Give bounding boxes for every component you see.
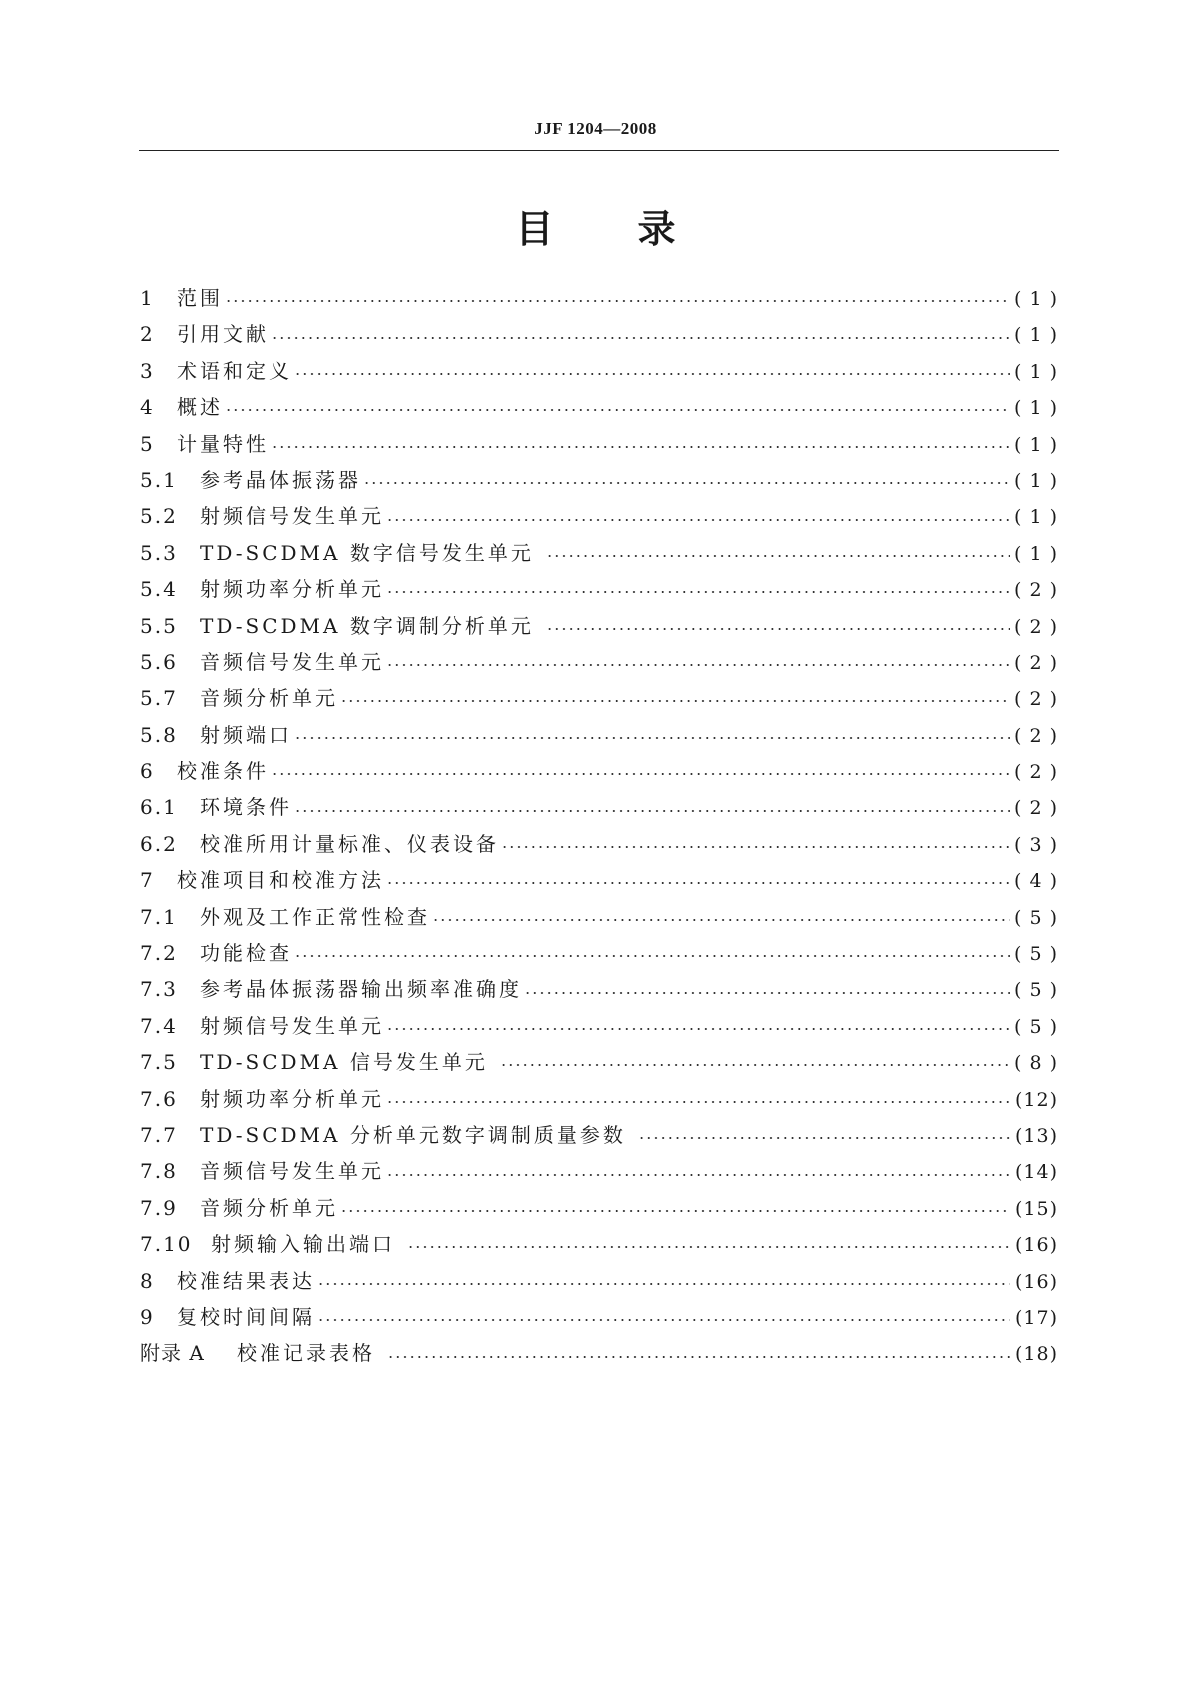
- toc-entry-number: 7.5: [140, 1050, 178, 1075]
- toc-entry[interactable]: [140, 1263, 1058, 1299]
- toc-dot-leader: [294, 737, 1010, 739]
- toc-entry-title: 概述: [177, 395, 223, 420]
- toc-entry[interactable]: [140, 353, 1058, 389]
- toc-entry-page: ( 8 ): [1014, 1052, 1058, 1075]
- toc-entry-page: (14): [1014, 1161, 1058, 1184]
- toc-entry-page: ( 5 ): [1014, 979, 1058, 1002]
- toc-entry[interactable]: [140, 644, 1058, 680]
- toc-entry-title: 功能检查: [200, 941, 292, 966]
- toc-entry-number: 9: [140, 1304, 155, 1329]
- toc-entry-number: 1: [140, 286, 155, 310]
- toc-entry-number: 5.8: [140, 722, 178, 747]
- toc-entry[interactable]: [140, 1117, 1058, 1153]
- toc-entry-page: ( 2 ): [1014, 761, 1058, 784]
- toc-entry[interactable]: [140, 1081, 1058, 1117]
- toc-entry-title: 校准所用计量标准、仪表设备: [200, 831, 499, 856]
- toc-entry[interactable]: [140, 316, 1058, 352]
- toc-entry-number: 5.7: [140, 686, 178, 711]
- toc-entry-page: ( 1 ): [1014, 288, 1058, 310]
- toc-entry[interactable]: [140, 426, 1058, 462]
- document-code: JJF 1204—2008: [534, 119, 657, 138]
- toc-entry-page: ( 4 ): [1014, 870, 1058, 893]
- toc-title-right: 录: [637, 207, 676, 251]
- toc-entry-page: ( 2 ): [1014, 615, 1058, 638]
- header-divider: [139, 150, 1059, 151]
- toc-entry-number: 4: [140, 395, 155, 420]
- toc-dot-leader: [387, 1356, 1010, 1358]
- toc-dot-leader: [386, 882, 1010, 884]
- toc-entry-title: 引用文献: [177, 322, 269, 347]
- toc-entry-page: ( 2 ): [1014, 797, 1058, 820]
- toc-entry-page: (17): [1014, 1306, 1058, 1329]
- toc-entry-title: 计量特性: [177, 431, 269, 456]
- toc-entry-page: ( 5 ): [1014, 1015, 1058, 1038]
- toc-dot-leader: [271, 337, 1010, 339]
- toc-entry-number: 6: [140, 759, 155, 784]
- toc-entry-number: 5.4: [140, 577, 178, 602]
- toc-entry-title: 范围: [177, 286, 223, 310]
- toc-entry-page: ( 1 ): [1014, 433, 1058, 456]
- toc-entry[interactable]: [140, 1008, 1058, 1044]
- toc-dot-leader: [225, 300, 1010, 302]
- toc-entry-number: 5.1: [140, 467, 178, 492]
- toc-dot-leader: [317, 1319, 1010, 1321]
- toc-entry-number: 7: [140, 868, 155, 893]
- toc-entry-number: 5.3: [140, 540, 178, 565]
- toc-entry-title: 参考晶体振荡器输出频率准确度: [200, 977, 522, 1002]
- toc-dot-leader: [432, 919, 1010, 921]
- toc-entry-title: TD-SCDMA 数字调制分析单元: [200, 613, 534, 638]
- toc-entry-page: (16): [1014, 1270, 1058, 1293]
- toc-entry-page: ( 1 ): [1014, 397, 1058, 420]
- toc-entry-number: 5.5: [140, 613, 178, 638]
- toc-dot-leader: [386, 519, 1010, 521]
- toc-entry-page: (13): [1014, 1124, 1058, 1147]
- toc-entry-page: ( 2 ): [1014, 651, 1058, 674]
- toc-dot-leader: [546, 555, 1010, 557]
- toc-dot-leader: [386, 1101, 1010, 1103]
- toc-entry-number: 8: [140, 1268, 155, 1293]
- toc-entry-title: 校准结果表达: [177, 1268, 315, 1293]
- toc-dot-leader: [294, 373, 1010, 375]
- toc-entry-title: 音频分析单元: [200, 686, 338, 711]
- toc-entry[interactable]: [140, 1153, 1058, 1189]
- toc-dot-leader: [271, 773, 1010, 775]
- toc-entry[interactable]: [140, 1335, 1058, 1371]
- toc-entry-page: ( 5 ): [1014, 906, 1058, 929]
- toc-entry[interactable]: [140, 1226, 1058, 1262]
- toc-entry-title: 射频信号发生单元: [200, 504, 384, 529]
- toc-dot-leader: [546, 628, 1010, 630]
- toc-entry-number: 5.2: [140, 504, 178, 529]
- toc-entry-title: 射频功率分析单元: [200, 577, 384, 602]
- toc-entry[interactable]: [140, 462, 1058, 498]
- toc-entry-title: 音频信号发生单元: [200, 1159, 384, 1184]
- toc-entry-number: 3: [140, 358, 155, 383]
- toc-entry-title: 校准条件: [177, 759, 269, 784]
- toc-entry-number: 5.6: [140, 649, 178, 674]
- toc-entry-number: 6.1: [140, 795, 178, 820]
- toc-entry-title: 射频功率分析单元: [200, 1086, 384, 1111]
- toc-entry[interactable]: [140, 389, 1058, 425]
- toc-entry-title: 射频端口: [200, 722, 292, 747]
- toc-entry-title: 环境条件: [200, 795, 292, 820]
- toc-entry-title: 射频输入输出端口: [211, 1232, 395, 1257]
- toc-entry-title: 音频分析单元: [200, 1195, 338, 1220]
- toc-entry[interactable]: [140, 717, 1058, 753]
- toc-entry[interactable]: [140, 789, 1058, 825]
- toc-entry-page: ( 1 ): [1014, 360, 1058, 383]
- toc-entry[interactable]: [140, 280, 1058, 316]
- toc-dot-leader: [386, 664, 1010, 666]
- toc-entry-page: ( 2 ): [1014, 579, 1058, 602]
- toc-entry[interactable]: [140, 608, 1058, 644]
- toc-entry-page: ( 3 ): [1014, 833, 1058, 856]
- toc-entry-title: 射频信号发生单元: [200, 1013, 384, 1038]
- toc-entry[interactable]: [140, 899, 1058, 935]
- toc-entry-number: 7.9: [140, 1195, 178, 1220]
- toc-dot-leader: [294, 810, 1010, 812]
- toc-entry-title: 外观及工作正常性检查: [200, 904, 430, 929]
- toc-entry-title: 参考晶体振荡器: [200, 467, 361, 492]
- toc-entry-title: 校准项目和校准方法: [177, 868, 384, 893]
- toc-dot-leader: [340, 700, 1010, 702]
- toc-entry-title: 术语和定义: [177, 358, 292, 383]
- toc-dot-leader: [271, 446, 1010, 448]
- toc-dot-leader: [407, 1246, 1010, 1248]
- toc-dot-leader: [386, 1174, 1010, 1176]
- toc-entry-page: ( 5 ): [1014, 943, 1058, 966]
- toc-title-left: 目: [515, 207, 554, 251]
- toc-dot-leader: [363, 482, 1010, 484]
- toc-entry-title: 复校时间间隔: [177, 1304, 315, 1329]
- toc-entry[interactable]: [140, 1299, 1058, 1335]
- toc-dot-leader: [225, 409, 1010, 411]
- toc-entry[interactable]: [140, 935, 1058, 971]
- toc-entry-number: 7.3: [140, 977, 178, 1002]
- toc-entry[interactable]: [140, 753, 1058, 789]
- table-of-contents: [140, 280, 1058, 1372]
- toc-dot-leader: [386, 591, 1010, 593]
- toc-entry-number: 7.1: [140, 904, 178, 929]
- toc-entry-page: ( 2 ): [1014, 724, 1058, 747]
- toc-entry-number: 6.2: [140, 831, 178, 856]
- toc-dot-leader: [340, 1210, 1010, 1212]
- toc-entry[interactable]: [140, 498, 1058, 534]
- toc-entry-page: (15): [1014, 1197, 1058, 1220]
- toc-entry-page: ( 1 ): [1014, 469, 1058, 492]
- toc-entry-title: 校准记录表格: [237, 1341, 375, 1366]
- toc-entry-page: ( 1 ): [1014, 324, 1058, 347]
- toc-dot-leader: [294, 955, 1010, 957]
- toc-entry[interactable]: [140, 971, 1058, 1007]
- toc-entry-number: 附录 A: [140, 1341, 205, 1366]
- toc-entry-number: 7.4: [140, 1013, 178, 1038]
- toc-entry-number: 7.2: [140, 941, 178, 966]
- toc-entry-number: 7.7: [140, 1122, 178, 1147]
- toc-entry-title: TD-SCDMA 数字信号发生单元: [200, 540, 534, 565]
- toc-entry-page: (16): [1014, 1234, 1058, 1257]
- toc-entry-page: ( 2 ): [1014, 688, 1058, 711]
- toc-entry[interactable]: [140, 1044, 1058, 1080]
- toc-entry-page: (12): [1014, 1088, 1058, 1111]
- toc-dot-leader: [500, 1064, 1010, 1066]
- toc-entry-page: ( 1 ): [1014, 506, 1058, 529]
- toc-dot-leader: [386, 1028, 1010, 1030]
- toc-entry[interactable]: [140, 680, 1058, 716]
- toc-dot-leader: [501, 846, 1010, 848]
- toc-entry[interactable]: [140, 826, 1058, 862]
- toc-entry-title: TD-SCDMA 分析单元数字调制质量参数: [200, 1122, 626, 1147]
- toc-entry-page: (18): [1014, 1343, 1058, 1366]
- toc-entry[interactable]: [140, 862, 1058, 898]
- toc-entry-number: 2: [140, 322, 155, 347]
- toc-dot-leader: [524, 992, 1010, 994]
- toc-dot-leader: [638, 1137, 1010, 1139]
- toc-entry-number: 5: [140, 431, 155, 456]
- toc-entry-number: 7.6: [140, 1086, 178, 1111]
- toc-entry[interactable]: [140, 1190, 1058, 1226]
- toc-entry-title: 音频信号发生单元: [200, 649, 384, 674]
- toc-entry-title: TD-SCDMA 信号发生单元: [200, 1050, 488, 1075]
- toc-entry[interactable]: [140, 571, 1058, 607]
- toc-entry-number: 7.10: [140, 1232, 193, 1257]
- toc-dot-leader: [317, 1283, 1010, 1285]
- toc-entry-number: 7.8: [140, 1159, 178, 1184]
- toc-title: [0, 198, 1191, 253]
- toc-entry[interactable]: [140, 535, 1058, 571]
- toc-entry-page: ( 1 ): [1014, 542, 1058, 565]
